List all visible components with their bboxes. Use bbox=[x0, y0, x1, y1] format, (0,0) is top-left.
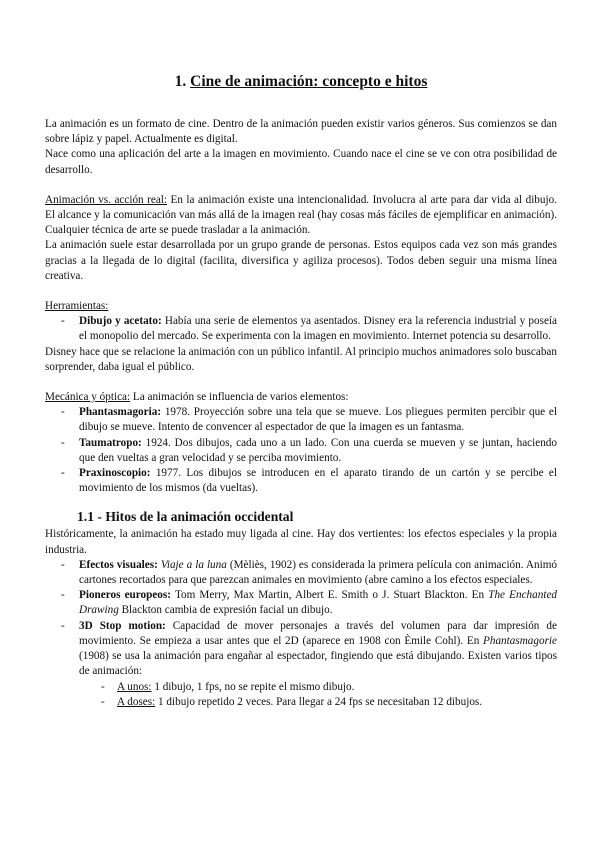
list-item: - Pioneros europeos: Tom Merry, Max Martin, Albert E. Smith o J. Stuart Blackton. En The Enchanted Drawing Blackton cambia de expresión facial un dibujo. bbox=[45, 588, 557, 618]
document-page bbox=[45, 72, 557, 710]
animacion-label: Animación vs. acción real: bbox=[45, 193, 168, 206]
list-item: - A unos: 1 dibujo, 1 fps, no se repite el mismo dibujo. bbox=[79, 680, 557, 695]
herramientas-after: Disney hace que se relacione la animación con un público infantil. Al principio muchos animadores solo buscaban sorprender, daba igual el público. bbox=[45, 345, 557, 373]
animacion-paragraph-2: La animación suele estar desarrollada por un grupo grande de personas. Estos equipos cada vez son más grandes gracias a la llegada de lo digital (facilita, diversifica y agiliza procesos). Todos deben seguir una misma línea creativa. bbox=[45, 239, 557, 282]
intro-paragraph-1: La animación es un formato de cine. Dentro de la animación pueden existir varios géneros. Sus comienzos se dan sobre lápiz y papel. Actualmente es digital. bbox=[45, 118, 557, 146]
animacion-text: En la animación existe una intencionalidad. Involucra al arte para dar vida al dibujo. El alcance y la comunicación van más allá de la imagen real (hay cosas más fáciles de ejemplificar en animación). Cualquier técnica de arte se puede trasladar a la animación. bbox=[45, 193, 557, 237]
intro-paragraph-2: Nace como una aplicación del arte a la imagen en movimiento. Cuando nace el cine se ve con otra posibilidad de desarrollo. bbox=[45, 148, 557, 176]
list-item: - Praxinoscopio: 1977. Los dibujos se introducen en el aparato tirando de un cartón y se percibe el movimiento de los mismos (da vueltas). bbox=[45, 466, 557, 496]
herramientas-label: Herramientas: bbox=[45, 300, 109, 313]
page-title bbox=[45, 72, 557, 92]
mecanica-list bbox=[45, 405, 557, 496]
hitos-list bbox=[45, 558, 557, 710]
list-item: - Dibujo y acetato: Había una serie de elementos ya asentados. Disney era la referencia industrial y poseía el monopolio del mercado. Se experimenta con la imagen en movimiento. Internet potencia su desarrollo. bbox=[45, 314, 557, 344]
list-item: - 3D Stop motion: Capacidad de mover personajes a través del volumen para dar impresión de movimiento. Se empieza a usar antes que el 2D (aparece en 1908 con Èmile Cohl). En Phantasmagorie (1908) se usa la animación para engañar al espectador, fingiendo que está dibujando. Existen varios tipos de animación: - A unos: 1 dibujo, 1 fps, no se repite el mismo dibujo. - A doses: 1 dibujo repetido 2 veces. Para llegar a 24 fps se necesitaban 12 dibujos. bbox=[45, 619, 557, 710]
title-text: Cine de animación: concepto e hitos bbox=[190, 73, 428, 90]
title-number: 1. bbox=[174, 73, 187, 90]
list-item: - A doses: 1 dibujo repetido 2 veces. Para llegar a 24 fps se necesitaban 12 dibujos. bbox=[79, 695, 557, 710]
list-item: - Taumatropo: 1924. Dos dibujos, cada uno a un lado. Con una cuerda se mueven y se juntan, haciendo que den vueltas a gran velocidad y se perciba movimiento. bbox=[45, 436, 557, 466]
mecanica-paragraph: Mecánica y óptica: La animación se influencia de varios elementos: bbox=[45, 391, 349, 404]
list-item: - Phantasmagoria: 1978. Proyección sobre una tela que se mueve. Los pliegues permiten percibir que el dibujo se mueve. Intento de convencer al espectador de que la imagen es un fantasma. bbox=[45, 405, 557, 435]
mecanica-label: Mecánica y óptica: bbox=[45, 391, 131, 404]
section-intro: Históricamente, la animación ha estado muy ligada al cine. Hay dos vertientes: los efectos especiales y la propia industria. bbox=[45, 528, 557, 556]
tipos-list bbox=[79, 680, 557, 710]
animacion-paragraph bbox=[45, 193, 557, 239]
section-heading: 1.1 - Hitos de la animación occidental bbox=[77, 509, 294, 525]
herramientas-list bbox=[45, 314, 557, 344]
list-item: - Efectos visuales: Viaje a la luna (Mèliès, 1902) es considerada la primera película con animación. Animó cartones recortados para que parezcan animales en movimiento (abre camino a los efectos especiales. bbox=[45, 558, 557, 588]
